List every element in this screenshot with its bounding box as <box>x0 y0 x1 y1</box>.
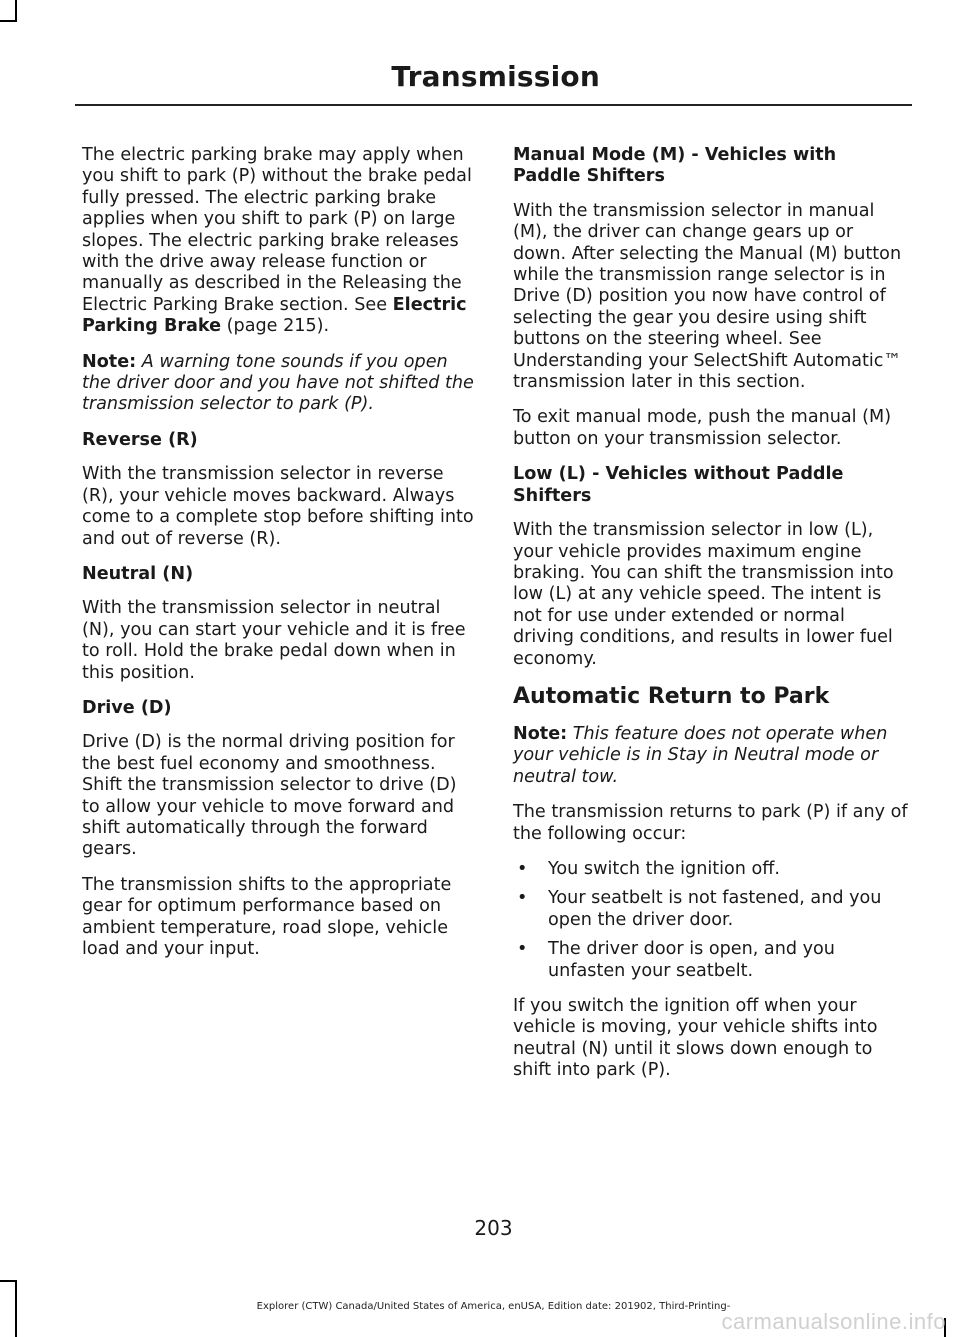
manual-mode-heading: Manual Mode (M) - Vehicles with Paddle Shifters <box>513 145 837 187</box>
crop-mark <box>15 0 17 22</box>
parking-brake-paragraph: The electric parking brake may apply when you shift to park (P) without the brake pedal fully pressed. The electric parking brake applies when you shift to park (P) on large slopes. The electric parking brake releases with the drive away release function or manually as described in the Releasing the Electric Parking Brake section. See Electric Parking Brake (page 215). <box>82 145 472 337</box>
drive-paragraph-2: The transmission shifts to the appropriate gear for optimum performance based on ambient temperature, road slope, vehicle load and your input. <box>82 874 452 959</box>
header-divider <box>75 104 912 106</box>
list-item: • Your seatbelt is not fastened, and you open the driver door. <box>517 888 882 930</box>
manual-mode-paragraph: With the transmission selector in manual (M), the driver can change gears up or down. After selecting the Manual (M) button while the transmission range selector is in Drive (D) position you now have control of selecting the gear you desire using shift buttons on the steering wheel. See Understanding your SelectShift Automatic™ transmission later in this section. <box>513 200 902 393</box>
note-text: This feature does not operate when your vehicle is in Stay in Neutral mode or neutral tow. <box>513 723 888 787</box>
electric-parking-brake-link[interactable]: Electric Parking Brake <box>82 294 467 337</box>
reverse-paragraph: With the transmission selector in reverse (R), your vehicle moves backward. Always come to a complete stop before shifting into and out of reverse (R). <box>82 464 474 549</box>
left-column <box>82 145 478 974</box>
crop-mark <box>0 1280 17 1282</box>
note-label: Note: <box>82 351 137 372</box>
note-paragraph <box>82 352 478 416</box>
note-text: A warning tone sounds if you open the driver door and you have not shifted the transmission selector to park (P). <box>82 351 474 415</box>
drive-paragraph: Drive (D) is the normal driving position for the best fuel economy and smoothness. Shift the transmission selector to drive (D) to allow your vehicle to move forward and shift automatically through the forward gears. <box>82 732 457 860</box>
neutral-paragraph: With the transmission selector in neutral (N), you can start your vehicle and it is free to roll. Hold the brake pedal down when in this position. <box>82 598 466 683</box>
reverse-heading: Reverse (R) <box>82 429 198 450</box>
neutral-heading: Neutral (N) <box>82 563 194 584</box>
low-heading: Low (L) - Vehicles without Paddle Shifters <box>513 464 844 506</box>
edition-footer: Explorer (CTW) Canada/United States of America, enUSA, Edition date: 201902, Third-Printing- <box>256 1301 731 1312</box>
manual-exit-paragraph: To exit manual mode, push the manual (M) button on your transmission selector. <box>513 407 892 449</box>
page-title: Transmission <box>391 60 600 93</box>
bullet-icon: • <box>517 939 528 960</box>
bullet-icon: • <box>517 858 528 879</box>
note-label: Note: <box>513 723 568 744</box>
note-paragraph <box>513 724 909 788</box>
list-item: • You switch the ignition off. <box>517 858 781 879</box>
drive-heading: Drive (D) <box>82 697 172 718</box>
list-item: • The driver door is open, and you unfasten your seatbelt. <box>517 939 835 981</box>
bullet-icon: • <box>517 888 528 909</box>
page-number: 203 <box>474 1216 513 1240</box>
low-paragraph: With the transmission selector in low (L), your vehicle provides maximum engine braking. You can shift the transmission into low (L) at any vehicle speed. The intent is not for use under extended or normal driving conditions, and results in lower fuel economy. <box>513 520 894 669</box>
auto-return-intro: The transmission returns to park (P) if any of the following occur: <box>513 802 908 844</box>
right-column <box>513 145 909 1096</box>
watermark: carmanualsonline.info <box>721 1309 946 1334</box>
crop-mark <box>0 20 17 22</box>
auto-return-list <box>513 859 909 982</box>
auto-return-heading: Automatic Return to Park <box>513 683 830 709</box>
auto-return-final: If you switch the ignition off when your vehicle is moving, your vehicle shifts into neutral (N) until it slows down enough to shift into park (P). <box>513 996 878 1081</box>
